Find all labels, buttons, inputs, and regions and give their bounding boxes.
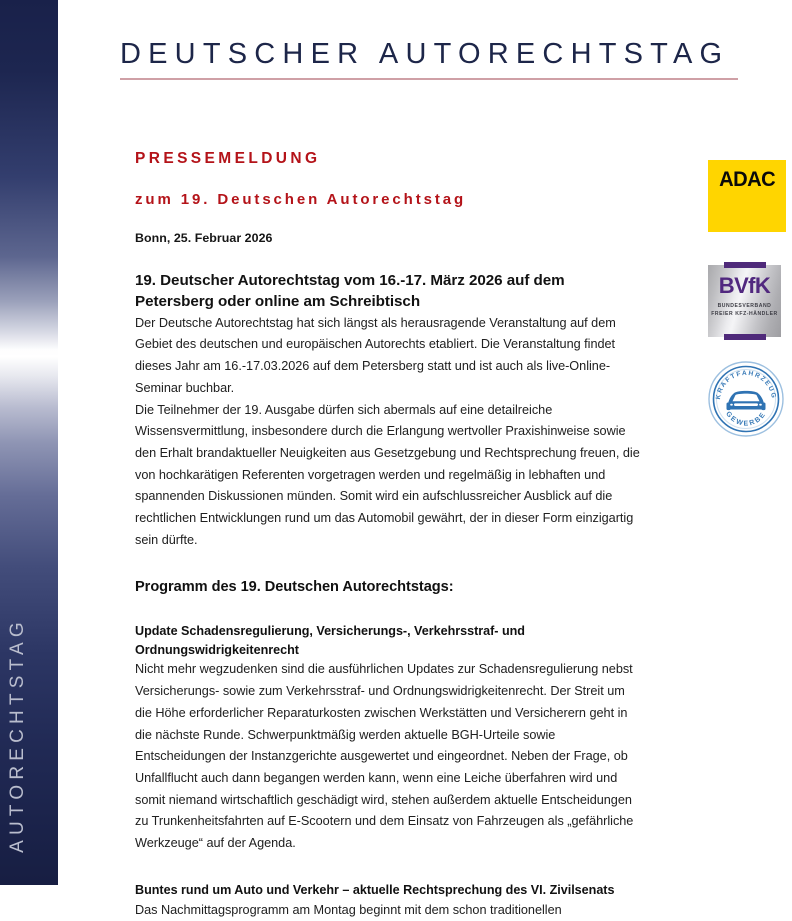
- svg-text:KRAFTFAHRZEUG: KRAFTFAHRZEUG: [714, 369, 778, 400]
- bvfk-top-bar: [724, 262, 766, 268]
- press-release-kicker: PRESSEMELDUNG: [135, 150, 321, 167]
- bvfk-wordmark: BVfK: [718, 273, 771, 298]
- headline: 19. Deutscher Autorechtstag vom 16.-17. März 2026 auf dem Petersberg oder online am Schreibtisch: [135, 271, 565, 311]
- kfz-gewerbe-seal-icon: [708, 361, 784, 437]
- bvfk-logo: [708, 265, 781, 337]
- masthead-rule: [120, 78, 738, 80]
- bvfk-subtitle-line-1: BUNDESVERBAND: [717, 303, 772, 309]
- adac-logo-text: ADAC: [719, 168, 775, 191]
- kfz-gewerbe-logo: [708, 361, 784, 437]
- section-body-zivilsenat: Das Nachmittagsprogramm am Montag beginnt mit dem schon traditionellen: [135, 902, 562, 917]
- sidebar-vertical-label: AUTORECHTSTAG: [7, 617, 28, 853]
- document-page: [58, 0, 792, 917]
- paragraph-intro: Der Deutsche Autorechtstag hat sich längst als herausragende Veranstaltung auf dem Gebiet des deutschen und europäischen Autorechts etabliert. Die Veranstaltung findet dieses Jahr am 16.-17.03.2026 auf dem Petersberg statt und ist auch als live-Online-Seminar buchbar.: [135, 315, 616, 395]
- press-release-content: [135, 150, 645, 921]
- section-body-schadensregulierung: Nicht mehr wegzudenken sind die ausführlichen Updates zur Schadensregulierung nebst Versicherungs- sowie zum Verkehrsstraf- und Ordnungswidrigkeitenrecht. Der Streit um die Höhe erforderlicher Reparaturkosten zwischen Werkstätten und Versicherern geht in die nächste Runde. Schwerpunktmäßig werden aktuelle BGH-Urteile sowie Entscheidungen der Instanzgerichte ausgewertet und eingeordnet. Neben der Frage, ob Unfallflucht auch dann begangen werden kann, wenn eine Leiche überfahren wird und somit niemand wirtschaftlich geschädigt wird, stehen außerdem aktuelle Entscheidungen zu Trunkenheitsfahrten auf E-Scootern und dem Einsatz von Fahrzeugen als „gefährliche Werkzeuge“ auf der Agenda.: [135, 662, 634, 851]
- dateline: Bonn, 25. Februar 2026: [135, 230, 273, 245]
- left-gradient-sidebar: [0, 0, 58, 885]
- paragraph-participants: Die Teilnehmer der 19. Ausgabe dürfen sich abermals auf eine detailreiche Wissensvermittlung, insbesondere durch die Erlangung wertvoller Praxishinweise sowie den Erhalt brandaktueller Neuigkeiten aus Gesetzgebung und Rechtsprechung freuen, die von hochkarätigen Referenten vorgetragen werden und regelmäßig in lebhaften und spannenden Diskussionen münden. Somit wird ein aufschlussreicher Ausblick auf die rechtlichen Entwicklungen rund um das Automobil gewährt, der in dieser Form einzigartig sein dürfte.: [135, 402, 640, 547]
- sponsor-logo-rail: [708, 160, 792, 437]
- program-heading: Programm des 19. Deutschen Autorechtstags:: [135, 578, 454, 595]
- svg-text:GEWERBE: GEWERBE: [724, 410, 768, 428]
- section-title-zivilsenat: Buntes rund um Auto und Verkehr – aktuelle Rechtsprechung des VI. Zivilsenats: [135, 882, 615, 897]
- press-release-subtitle: zum 19. Deutschen Autorechtstag: [135, 191, 467, 209]
- masthead-title: DEUTSCHER AUTORECHTSTAG: [120, 38, 730, 70]
- adac-logo: [708, 160, 786, 232]
- bvfk-subtitle-line-2: FREIER KFZ-HÄNDLER: [711, 311, 778, 318]
- bvfk-bottom-bar: [724, 334, 766, 340]
- masthead: [120, 40, 740, 80]
- section-title-schadensregulierung: Update Schadensregulierung, Versicherungs-, Verkehrsstraf- und Ordnungswidrigkeitenrecht: [135, 623, 525, 657]
